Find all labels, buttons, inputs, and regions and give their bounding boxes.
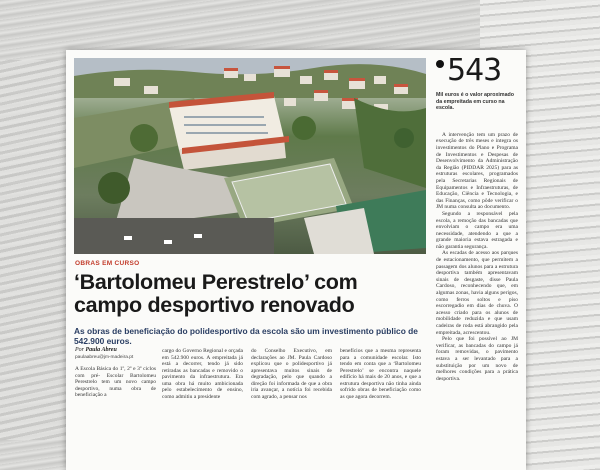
article-lead: As obras de beneficiação do polidesportivo da escola são um investimento público de 542.900 euros. [74, 326, 418, 346]
sidebar-paragraph: A intervenção tem um prazo de execução de três meses e integra os investimentos do Plano e Programa de Investimentos e Despesas de Desenvolvimento da Administração da Região (PIDDAR 2025) para as estruturas escolares, programados pela Secretarias Regionais de Equipamentos e Infraestruturas, de Educação, Ciência e Tecnologia, e das Finanças, como pôde verificar o JM numa consulta ao documento. [436, 131, 518, 211]
newspaper-page [66, 50, 526, 470]
article-headline: ‘Bartolomeu Perestrelo’ com campo desportivo renovado [74, 270, 358, 317]
stat-number-value: 543 [447, 53, 502, 88]
sidebar-body [436, 132, 518, 383]
column-text: cargo do Governo Regional e orçada em 542.900 euros. A empreitada já está a decorrer, tendo já sido retiradas as bancadas e removido o pavimento da infraestrutura. Era uma obra há muito ambicionada pelo estabelecimento de ensino, como admitiu a presidente [162, 348, 243, 400]
stat-caption: Mil euros é o valor aproximado da empreitada em curso na escola. [436, 92, 515, 112]
byline [75, 347, 117, 353]
column-text: A Escola Básica do 1º, 2º e 3º ciclos com pré- Escolar Bartolomeu Perestrelo tem um novo campo desportivo, numa obra de beneficiação a [75, 366, 156, 398]
article-column-2 [162, 348, 243, 400]
sidebar-paragraph: Pelo que foi possível ao JM verificar, as bancadas do campo já foram removidas, o pavimento estava a ser levantado para a substituição por um novo de melhores condições para a prática desportiva. [436, 336, 518, 382]
byline-prefix: Por [75, 347, 84, 353]
author-email: paulaabreu@jm-madeira.pt [75, 355, 134, 360]
article-photo [74, 58, 426, 254]
article-column-3 [251, 348, 332, 400]
article-column-1 [75, 366, 156, 399]
column-text: do Conselho Executivo, em declarações ao JM. Paula Cardoso explicou que o polidesportivo já apresentava muitos sinais de degradação, pelo que quando a direção foi informada de que a obra iria avançar, a notícia foi recebida com agrado, a pensar nos [251, 348, 332, 400]
bullet-dot-icon [436, 60, 444, 68]
stat-sidebar [436, 53, 518, 382]
article-column-4 [340, 348, 421, 400]
sidebar-paragraph: Segundo a responsável pela escola, a remoção das bancadas que envolviam o campo era uma necessidade, atendendo a que a grande maioria estava estragada e não garantia segurança. [436, 210, 518, 250]
sidebar-paragraph: As escadas de acesso aos parques de estacionamento, que permitem a passagem dos alunos para a estrutura desportiva também apresentavam sinais de desgaste, disse Paula Cardoso, reconhecendo que, em algumas zonas, havia alguns perigos, como ferros soltos e piso escorregadio em dias de chuva. O acesso criado para os alunos de mobilidade reduzida e que usam cadeiras de roda está abrangido pela empreitada, acrescentou. [436, 250, 518, 336]
column-text: benefícios que a mesma representa para a comunidade escolar. Isto tendo em conta que a ‘Bartolomeu Perestrelo’ se encontra naquele edifício há mais de 20 anos, e que a estrutura desportiva não tinha ainda sofrido obras de beneficiação como as que agora decorrem. [340, 348, 421, 400]
author-name: Paula Abreu [85, 347, 117, 353]
section-kicker: OBRAS EM CURSO [75, 260, 140, 267]
aerial-school-illustration [74, 58, 426, 254]
stat-number [436, 53, 518, 88]
